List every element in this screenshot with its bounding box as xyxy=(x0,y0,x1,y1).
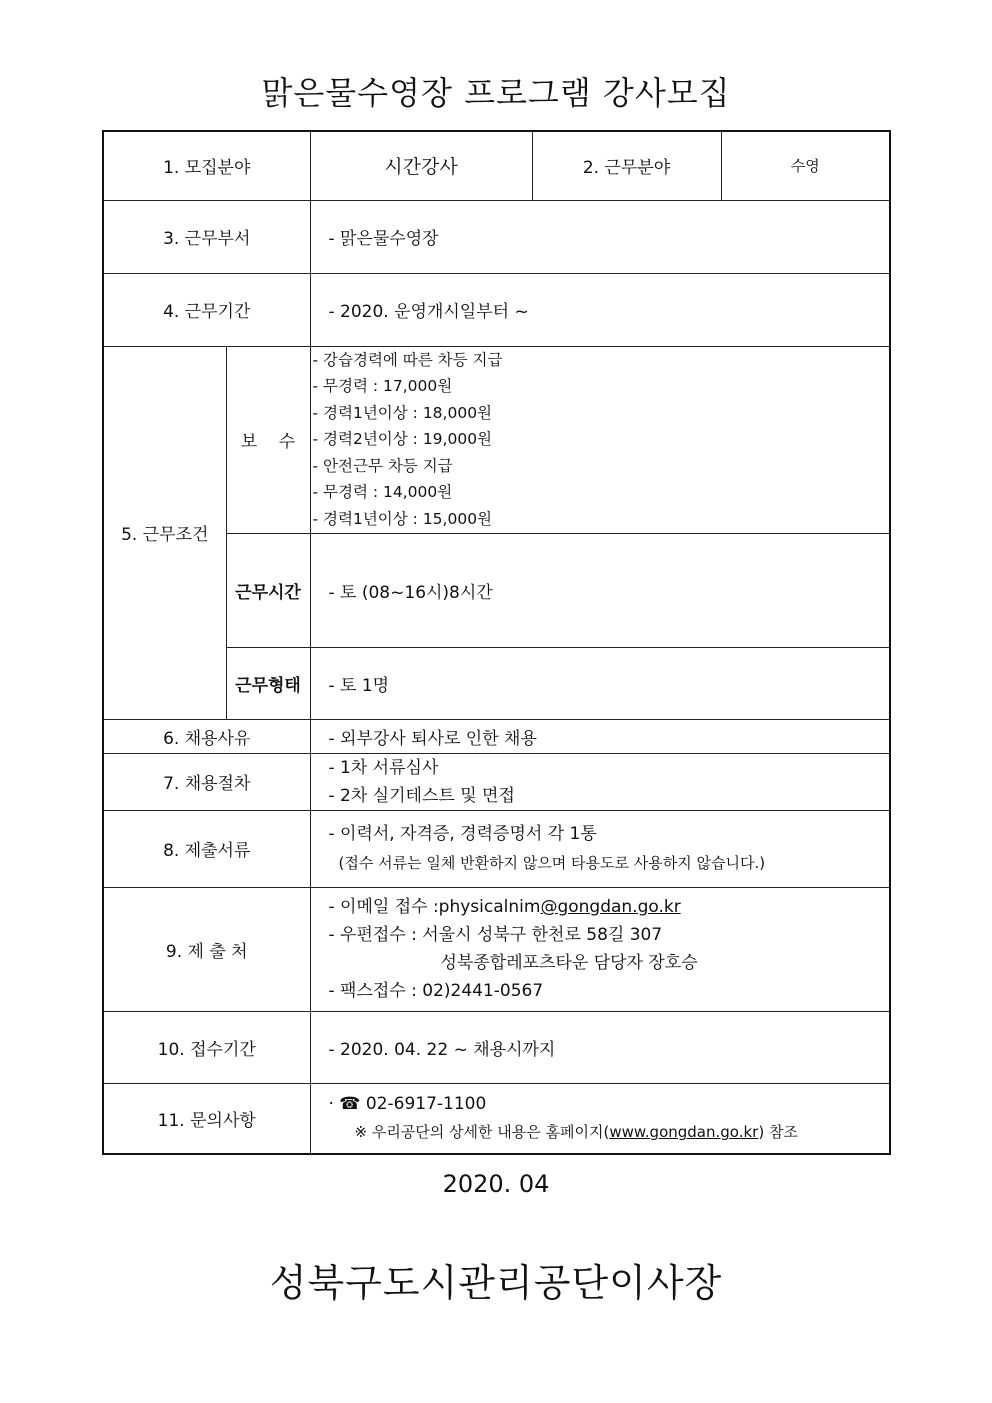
inquiry-note-suffix: ) 참조 xyxy=(758,1123,798,1142)
organization-name: 성북구도시관리공단이사장 xyxy=(269,1261,723,1305)
work-area-label: 2. 근무분야 xyxy=(532,131,721,200)
accept-value: - 2020. 04. 22 ~ 채용시까지 xyxy=(310,1011,890,1083)
pay-line: - 경력2년이상 : 19,000원 xyxy=(312,430,493,449)
submit-label: 9. 제 출 처 xyxy=(103,887,310,1011)
process-line: - 1차 서류심사 xyxy=(328,757,439,778)
process-label: 7. 채용절차 xyxy=(103,753,310,810)
page-title: 맑은물수영장 프로그램 강사모집 xyxy=(261,74,731,112)
submit-fax: - 팩스접수 : 02)2441-0567 xyxy=(328,981,544,1002)
docs-value: - 이력서, 자격증, 경력증명서 각 1통 xyxy=(328,823,597,844)
row-pay xyxy=(103,346,890,533)
inquiry-note xyxy=(329,1118,890,1146)
row-reason xyxy=(103,719,890,753)
dept-label: 3. 근무부서 xyxy=(103,200,310,273)
dept-value: - 맑은물수영장 xyxy=(310,200,890,273)
pay-lines xyxy=(310,346,890,533)
inquiry-cell xyxy=(310,1083,890,1154)
type-label: 근무형태 xyxy=(226,647,310,719)
accept-label: 10. 접수기간 xyxy=(103,1011,310,1083)
process-lines xyxy=(310,753,890,810)
homepage-link[interactable]: www.gongdan.go.kr xyxy=(609,1123,759,1142)
inquiry-note-prefix: ※ 우리공단의 상세한 내용은 홈페이지( xyxy=(354,1123,610,1142)
work-area-value: 수영 xyxy=(721,131,890,200)
field-label: 1. 모집분야 xyxy=(103,131,310,200)
hours-value: - 토 (08~16시)8시간 xyxy=(310,533,890,647)
submit-post-detail: 성북종합레포츠타운 담당자 장호승 xyxy=(440,953,698,974)
pay-line: - 안전근무 차등 지급 xyxy=(312,456,453,475)
pay-line: - 강습경력에 따른 차등 지급 xyxy=(312,350,503,369)
submit-email-prefix: - 이메일 접수 :physicalnim xyxy=(328,897,541,918)
row-inquiry xyxy=(103,1083,890,1154)
issue-date: 2020. 04 xyxy=(442,1170,550,1198)
row-period xyxy=(103,273,890,346)
pay-label: 보 수 xyxy=(226,346,310,533)
pay-line: - 무경력 : 17,000원 xyxy=(312,377,453,396)
row-process xyxy=(103,753,890,810)
inquiry-phone: · ☎ 02-6917-1100 xyxy=(328,1094,487,1115)
hours-label: 근무시간 xyxy=(226,533,310,647)
inquiry-label: 11. 문의사항 xyxy=(103,1083,310,1154)
field-value: 시간강사 xyxy=(310,131,532,200)
recruitment-table xyxy=(102,130,891,1155)
submit-email xyxy=(329,893,890,921)
process-line: - 2차 실기테스트 및 면접 xyxy=(328,785,515,806)
row-accept xyxy=(103,1011,890,1083)
period-label: 4. 근무기간 xyxy=(103,273,310,346)
row-submit xyxy=(103,887,890,1011)
pay-line: - 경력1년이상 : 18,000원 xyxy=(312,403,493,422)
docs-note: (접수 서류는 일체 반환하지 않으며 타용도로 사용하지 않습니다.) xyxy=(338,853,766,872)
row-dept xyxy=(103,200,890,273)
submit-cell xyxy=(310,887,890,1011)
submit-post: - 우편접수 : 서울시 성북구 한천로 58길 307 xyxy=(328,925,663,946)
docs-cell xyxy=(310,810,890,887)
type-value: - 토 1명 xyxy=(310,647,890,719)
pay-line: - 무경력 : 14,000원 xyxy=(312,483,453,502)
reason-label: 6. 채용사유 xyxy=(103,719,310,753)
conditions-label: 5. 근무조건 xyxy=(103,346,226,719)
row-field xyxy=(103,131,890,200)
email-link[interactable]: @gongdan.go.kr xyxy=(540,897,681,918)
pay-line: - 경력1년이상 : 15,000원 xyxy=(312,510,493,529)
period-value: - 2020. 운영개시일부터 ~ xyxy=(310,273,890,346)
reason-value: - 외부강사 퇴사로 인한 채용 xyxy=(310,719,890,753)
row-docs xyxy=(103,810,890,887)
docs-label: 8. 제출서류 xyxy=(103,810,310,887)
